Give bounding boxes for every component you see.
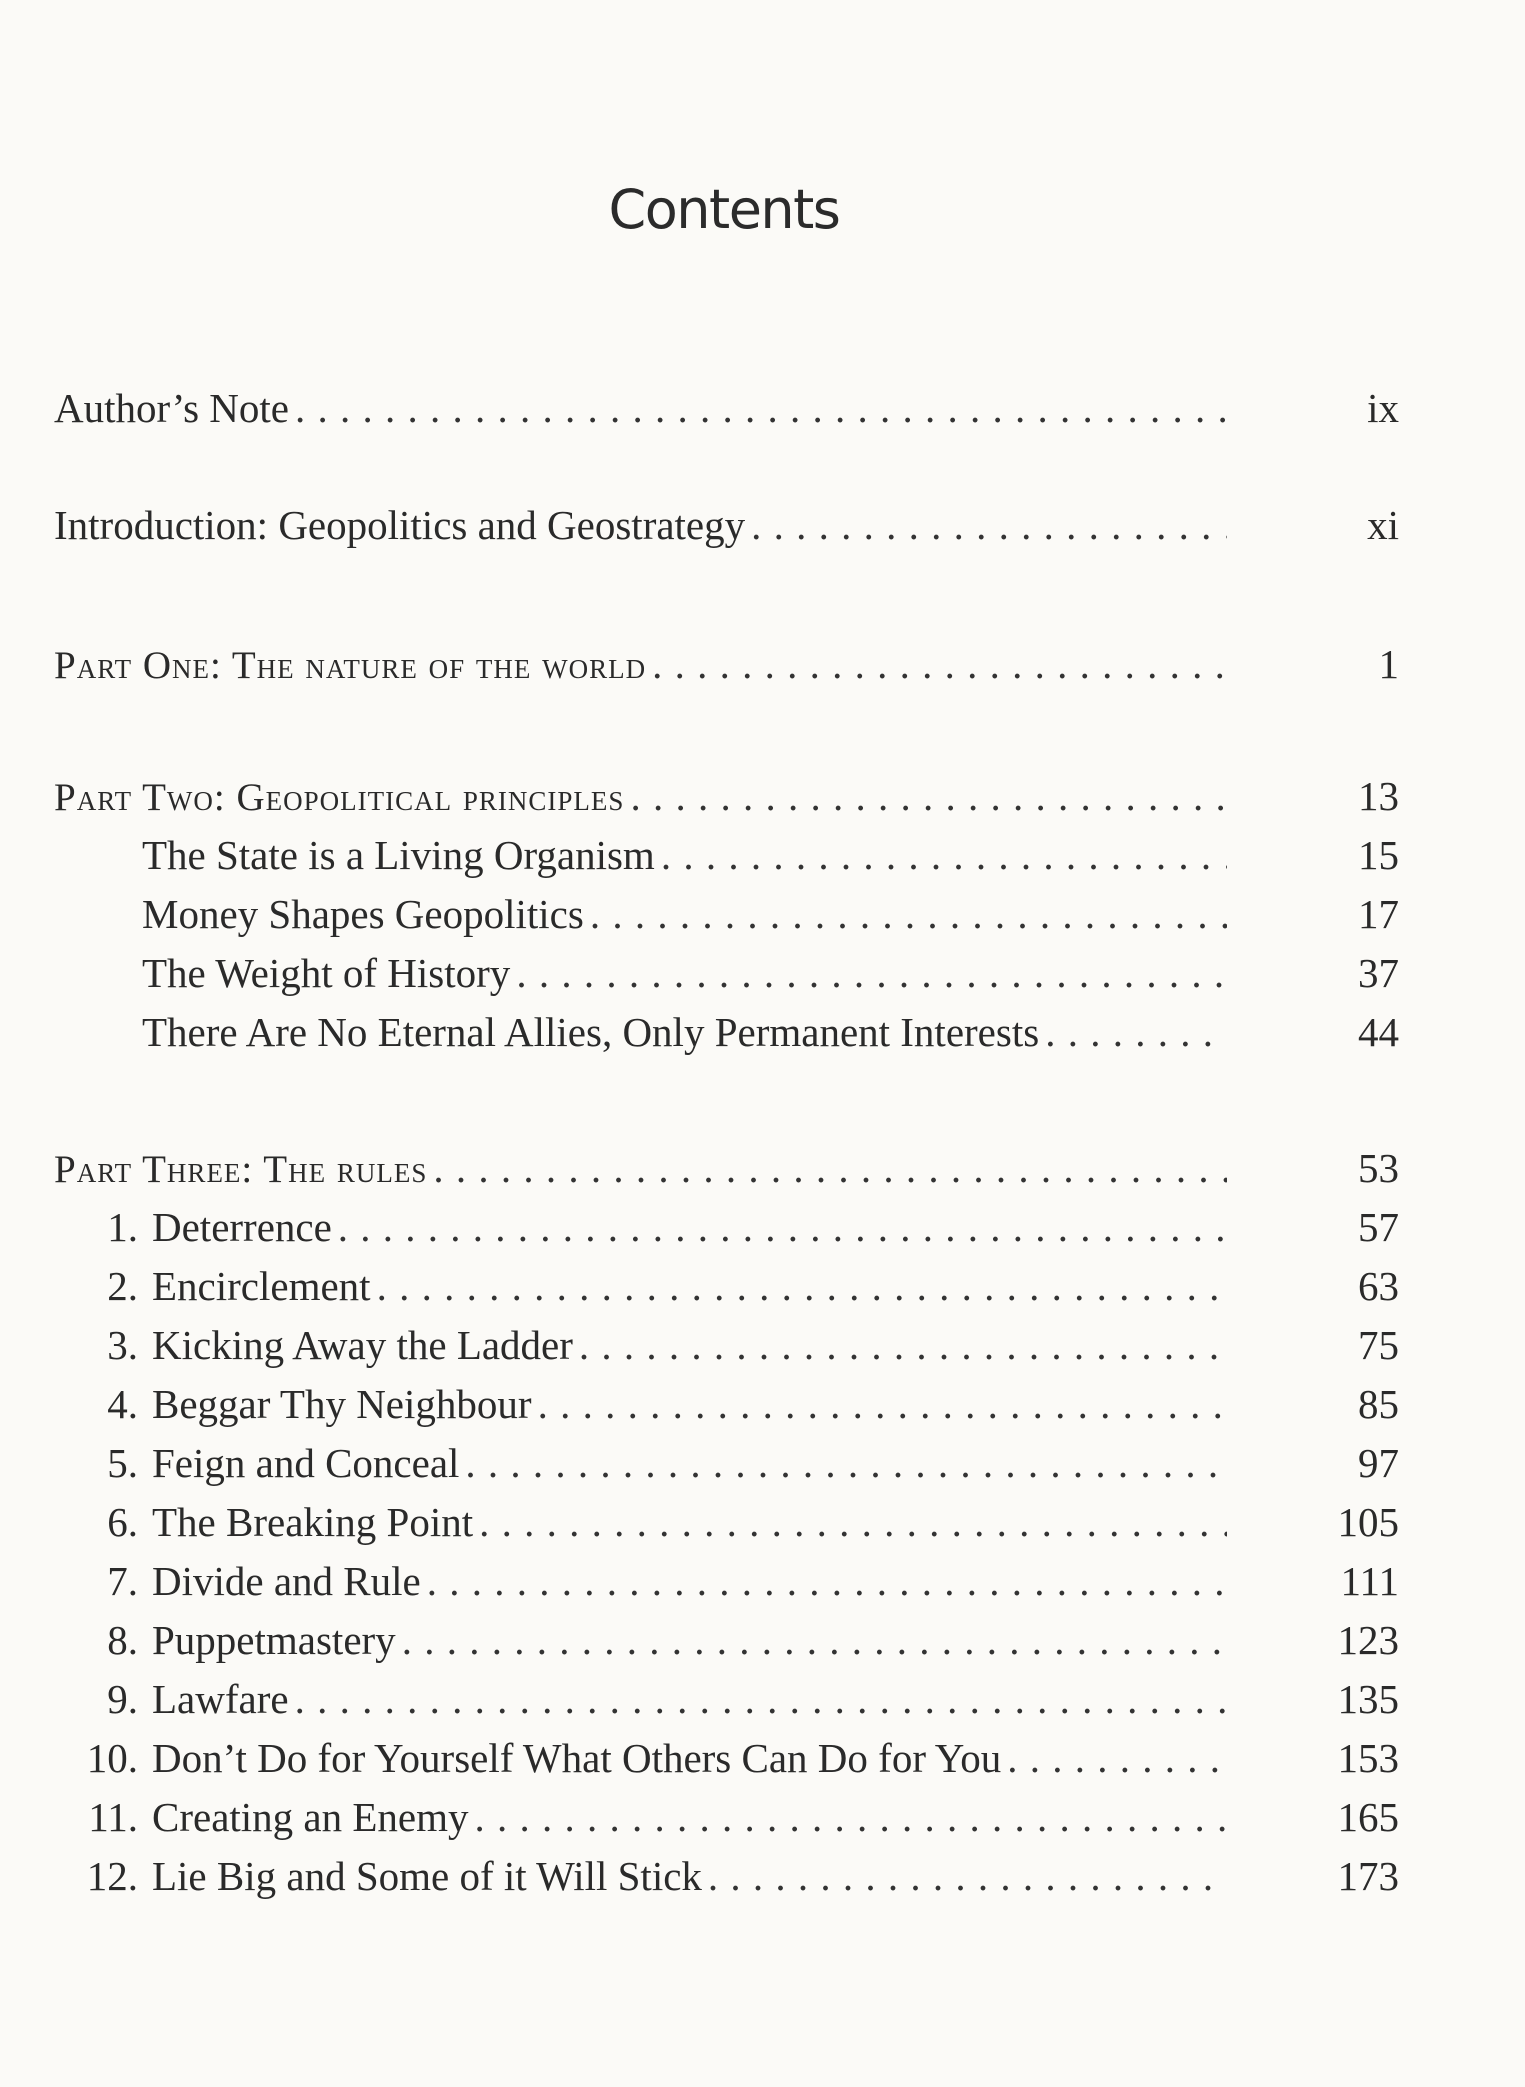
toc-page-number: 57 — [1358, 1204, 1399, 1250]
toc-entry-label: Part Three: The rules — [54, 1148, 428, 1191]
toc-entry-label: Encirclement — [152, 1263, 371, 1309]
toc-page-number: 173 — [1337, 1853, 1399, 1899]
toc-page-number: ix — [1367, 385, 1399, 431]
toc-entry-label: Creating an Enemy — [152, 1794, 469, 1840]
toc-entry-rule-11[interactable] — [60, 1789, 1399, 1845]
toc-page-number: 13 — [1358, 773, 1399, 819]
dot-leader — [590, 886, 1227, 942]
toc-entry-label: Introduction: Geopolitics and Geostrategy — [54, 502, 746, 548]
dot-leader — [1045, 1004, 1227, 1060]
toc-page-number: 123 — [1337, 1617, 1399, 1663]
toc-entry-rule-12[interactable] — [60, 1848, 1399, 1904]
rule-number: 8. — [107, 1617, 138, 1663]
dot-leader — [427, 1553, 1227, 1609]
rule-number: 2. — [107, 1263, 138, 1309]
toc-page-number: 63 — [1358, 1263, 1399, 1309]
dot-leader — [579, 1317, 1227, 1373]
toc-page-number: 85 — [1358, 1381, 1399, 1427]
dot-leader — [751, 497, 1227, 553]
toc-page-number: 53 — [1358, 1145, 1399, 1191]
rule-number: 5. — [107, 1440, 138, 1486]
dot-leader — [708, 1848, 1227, 1904]
toc-entry-rule-6[interactable] — [60, 1494, 1399, 1550]
toc-entry-weight-of-history[interactable] — [142, 945, 1399, 1001]
dot-leader — [661, 827, 1227, 883]
toc-entry-part-two[interactable] — [54, 768, 1399, 824]
dot-leader — [433, 1140, 1227, 1196]
dot-leader — [402, 1612, 1227, 1668]
toc-page-number: 1 — [1378, 641, 1399, 687]
toc-entry-part-one[interactable] — [54, 636, 1399, 692]
toc-entry-label: Money Shapes Geopolitics — [142, 891, 584, 937]
toc-page-number: 37 — [1358, 950, 1399, 996]
toc-entry-rule-2[interactable] — [60, 1258, 1399, 1314]
rule-number: 11. — [88, 1794, 138, 1840]
toc-page-number: 135 — [1337, 1676, 1399, 1722]
rule-number: 3. — [107, 1322, 138, 1368]
toc-entry-label: Don’t Do for Yourself What Others Can Do for You — [152, 1735, 1002, 1781]
toc-page-number: xi — [1367, 502, 1399, 548]
rule-number: 7. — [107, 1558, 138, 1604]
toc-page-number: 44 — [1358, 1009, 1399, 1055]
toc-entry-label: Deterrence — [152, 1204, 332, 1250]
toc-entry-label: Lie Big and Some of it Will Stick — [152, 1853, 702, 1899]
rule-number: 9. — [107, 1676, 138, 1722]
toc-entry-authors-note[interactable] — [54, 380, 1399, 436]
toc-entry-label: Beggar Thy Neighbour — [152, 1381, 532, 1427]
toc-page-number: 97 — [1358, 1440, 1399, 1486]
toc-entry-label: Part Two: Geopolitical principles — [54, 776, 625, 819]
toc-entry-rule-9[interactable] — [60, 1671, 1399, 1727]
toc-entry-label: Divide and Rule — [152, 1558, 421, 1604]
toc-entry-label: Kicking Away the Ladder — [152, 1322, 573, 1368]
dot-leader — [465, 1435, 1227, 1491]
toc-page-number: 105 — [1337, 1499, 1399, 1545]
toc-page-number: 111 — [1340, 1558, 1399, 1604]
toc-entry-introduction[interactable] — [54, 497, 1399, 553]
dot-leader — [652, 636, 1227, 692]
toc-entry-rule-3[interactable] — [60, 1317, 1399, 1373]
dot-leader — [1007, 1730, 1227, 1786]
toc-entry-rule-4[interactable] — [60, 1376, 1399, 1432]
toc-entry-no-eternal-allies[interactable] — [142, 1004, 1399, 1060]
dot-leader — [295, 1671, 1227, 1727]
toc-entry-money-shapes-geopolitics[interactable] — [142, 886, 1399, 942]
toc-entry-label: The State is a Living Organism — [142, 832, 655, 878]
rule-number: 6. — [107, 1499, 138, 1545]
toc-entry-state-living-organism[interactable] — [142, 827, 1399, 883]
rule-number: 1. — [107, 1204, 138, 1250]
toc-entry-label: The Breaking Point — [152, 1499, 474, 1545]
page-title: Contents — [608, 178, 840, 241]
toc-entry-label: Author’s Note — [54, 385, 289, 431]
toc-page-number: 165 — [1337, 1794, 1399, 1840]
dot-leader — [475, 1789, 1227, 1845]
dot-leader — [338, 1199, 1227, 1255]
rule-number: 4. — [107, 1381, 138, 1427]
toc-entry-rule-1[interactable] — [60, 1199, 1399, 1255]
toc-entry-part-three[interactable] — [54, 1140, 1399, 1196]
dot-leader — [630, 768, 1227, 824]
rule-number: 12. — [86, 1853, 138, 1899]
toc-entry-label: Part One: The nature of the world — [54, 644, 647, 687]
dot-leader — [538, 1376, 1227, 1432]
toc-entry-label: Feign and Conceal — [152, 1440, 460, 1486]
rule-number: 10. — [86, 1735, 138, 1781]
toc-entry-label: There Are No Eternal Allies, Only Permanent Interests — [142, 1009, 1040, 1055]
toc-entry-label: Lawfare — [152, 1676, 289, 1722]
dot-leader — [516, 945, 1227, 1001]
toc-page-number: 75 — [1358, 1322, 1399, 1368]
toc-entry-rule-5[interactable] — [60, 1435, 1399, 1491]
toc-page-number: 153 — [1337, 1735, 1399, 1781]
toc-entry-label: Puppetmastery — [152, 1617, 396, 1663]
dot-leader — [377, 1258, 1227, 1314]
toc-entry-rule-7[interactable] — [60, 1553, 1399, 1609]
dot-leader — [479, 1494, 1227, 1550]
dot-leader — [295, 380, 1227, 436]
toc-page-number: 17 — [1358, 891, 1399, 937]
toc-entry-label: The Weight of History — [142, 950, 511, 996]
toc-page-number: 15 — [1358, 832, 1399, 878]
toc-entry-rule-8[interactable] — [60, 1612, 1399, 1668]
toc-entry-rule-10[interactable] — [60, 1730, 1399, 1786]
